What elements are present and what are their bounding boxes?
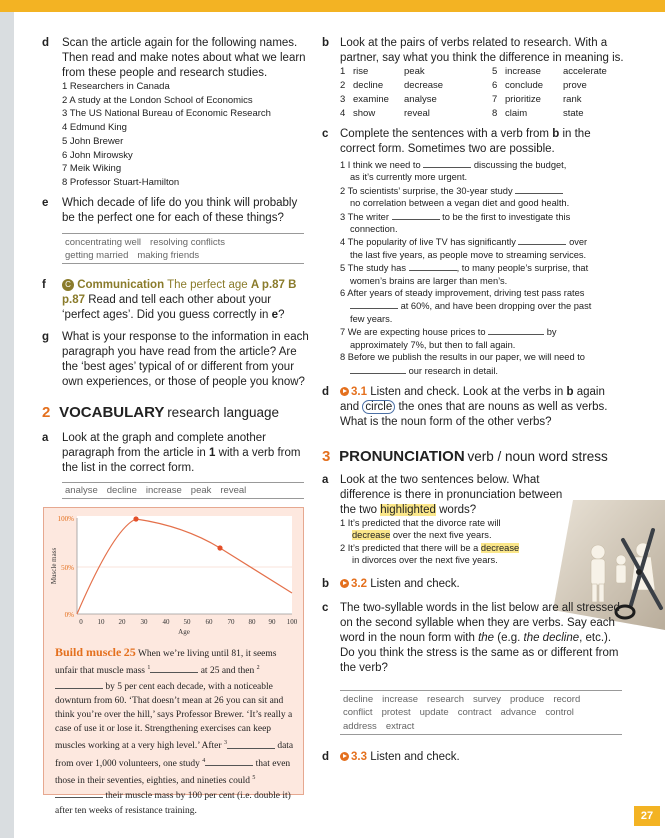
section-number: 3 xyxy=(322,448,331,465)
exercise-letter: a xyxy=(322,474,329,486)
exercise-c-instruction xyxy=(340,127,625,157)
exercise-f-instruction xyxy=(62,278,310,323)
verb: conclude xyxy=(505,80,544,91)
page-reference-link[interactable]: A p.87 B p.87 xyxy=(62,279,297,306)
word: increase xyxy=(382,694,419,705)
table-row xyxy=(340,93,607,107)
gap-blank xyxy=(518,235,566,245)
sentence-text: few years. xyxy=(350,313,393,324)
audio-track-number[interactable]: 3.2 xyxy=(351,578,367,590)
list-item: 4 Edmund King xyxy=(62,122,127,134)
section-number: 2 xyxy=(42,404,51,421)
gap-number: 4 xyxy=(202,757,206,764)
exercise-reference: b xyxy=(566,386,574,398)
decline-point xyxy=(217,545,222,550)
verb: decline xyxy=(353,80,384,91)
instruction-text: Read and tell each other about your ‘perfect ages’. Did you guess correctly in xyxy=(62,294,272,321)
sentence xyxy=(340,235,630,248)
instruction-text: with a verb from the list in the correct form. xyxy=(62,447,301,474)
article-text: that even those in their seventies, eighties, and nineties could xyxy=(55,758,291,787)
verb: analyse xyxy=(404,94,437,105)
peak-point xyxy=(133,516,138,521)
gap-blank xyxy=(488,325,544,335)
audio-play-icon[interactable] xyxy=(340,387,349,396)
sentence-text: connection. xyxy=(350,224,398,235)
verb: rise xyxy=(353,66,369,77)
sentence-text: as it’s currently more urgent. xyxy=(350,172,468,183)
exercise-letter: f xyxy=(42,279,46,291)
sentence-text: 5 The study has xyxy=(340,263,406,274)
pair-number: 2 xyxy=(340,80,346,91)
word: peak xyxy=(190,485,212,496)
instruction-text: Complete the sentences with a verb from xyxy=(340,128,550,140)
gap-blank xyxy=(409,261,457,271)
sentence-text: 1 I think we need to xyxy=(340,160,421,170)
names-list xyxy=(62,80,312,190)
svg-text:30: 30 xyxy=(140,618,148,626)
list-item: 7 Meik Wiking xyxy=(62,163,122,175)
article-excerpt-panel xyxy=(43,507,304,816)
exercise-reference: b xyxy=(552,128,560,140)
x-axis-label: Age xyxy=(178,628,190,636)
sentence xyxy=(340,210,630,223)
italic-text: the decline xyxy=(523,632,580,644)
verb: reveal xyxy=(404,108,430,119)
instruction-text: Listen and check. xyxy=(370,578,460,590)
word: record xyxy=(553,694,581,705)
sentence-text: our research in detail. xyxy=(408,365,498,376)
word: decline xyxy=(343,694,374,705)
x-tick-labels xyxy=(79,618,298,626)
sentence-text: 8 Before we publish the results in our paper, we will need to xyxy=(340,352,585,363)
muscle-mass-graph xyxy=(44,508,303,636)
sentence-text: by xyxy=(546,327,557,338)
word: analyse xyxy=(65,485,98,496)
table-row xyxy=(340,107,607,121)
word: control xyxy=(545,707,574,719)
section-subtitle: verb / noun word stress xyxy=(467,449,608,464)
gap-blank xyxy=(350,364,406,374)
sentence-text: at 60%, and have been dropping over the past xyxy=(400,301,592,312)
y-tick-label: 50% xyxy=(61,564,74,572)
instruction-text: , etc.). Do you think the stress is the same as or different from the verb? xyxy=(340,632,619,674)
exercise-c-instruction xyxy=(340,601,626,676)
section-heading xyxy=(322,448,608,465)
exercise-d-instruction: Scan the article again for the following names. Then read and make notes about what we learn from these people and research studies. xyxy=(62,37,306,79)
pair-number: 4 xyxy=(340,108,346,119)
article-text: When we’re living until 81, it seems unfair that muscle mass xyxy=(55,649,277,677)
gap-blank xyxy=(55,788,103,798)
audio-play-icon[interactable] xyxy=(340,579,349,588)
highlighted-text: decrease xyxy=(352,530,391,541)
sentence xyxy=(340,325,630,338)
list-item: 2 A study at the London School of Economics xyxy=(62,94,253,106)
y-tick-label: 0% xyxy=(64,611,74,619)
sentence-text: the last five years, as people move to streaming services. xyxy=(350,249,587,260)
sentence-text: discussing the budget, xyxy=(473,160,567,170)
sentence-text: 2 It’s predicted that there will be a xyxy=(340,542,479,553)
pair-number: 7 xyxy=(492,94,498,105)
instruction-text: again and xyxy=(340,386,605,413)
sentence-text: 7 We are expecting house prices to xyxy=(340,327,486,338)
word-box xyxy=(62,482,304,499)
pair-number: 8 xyxy=(492,108,498,119)
gap-blank xyxy=(423,158,471,168)
verb: peak xyxy=(404,66,425,77)
section-subtitle: research language xyxy=(167,405,280,420)
exercise-letter: c xyxy=(322,128,329,140)
instruction-text: Listen and check. xyxy=(370,751,460,763)
word: conflict xyxy=(343,707,373,719)
communication-title: The perfect age xyxy=(167,279,248,291)
instruction-text: Listen and check. Look at the verbs in xyxy=(370,386,564,398)
svg-text:50: 50 xyxy=(183,618,191,626)
gap-blank xyxy=(205,756,253,766)
svg-text:0: 0 xyxy=(79,618,83,626)
exercise-b-instruction: Look at the pairs of verbs related to research. With a partner, say what you think the difference in meaning is. xyxy=(340,37,624,64)
pair-number: 6 xyxy=(492,80,498,91)
gap-blank xyxy=(55,679,103,689)
verb: prove xyxy=(563,80,587,91)
verb: prioritize xyxy=(505,94,541,105)
word: protest xyxy=(381,707,411,719)
verb: increase xyxy=(505,66,541,77)
exercise-g-instruction: What is your response to the information in each paragraph you have read from the article? Are the ‘best ages’ typical of or different from your own experiences, or those of people you know? xyxy=(62,331,309,388)
word: contract xyxy=(457,707,492,719)
article-text: their muscle mass by 100 per cent (i.e. double it) after ten weeks of resistance training. xyxy=(55,791,291,816)
word: making friends xyxy=(137,250,200,261)
svg-text:60: 60 xyxy=(205,618,213,626)
exercise-d-instruction xyxy=(340,750,560,765)
word: getting married xyxy=(65,250,129,261)
gap-number: 2 xyxy=(256,665,260,672)
gap-number: 3 xyxy=(223,740,227,747)
list-item: 6 John Mirowsky xyxy=(62,149,133,161)
article-number: 25 xyxy=(123,645,136,659)
instruction-text: The two-syllable words in the list below are all stressed on the second syllable when they are verbs. Say each word in the noun form with xyxy=(340,602,620,644)
list-item: 8 Professor Stuart-Hamilton xyxy=(62,176,180,188)
circled-word: circle xyxy=(362,400,395,414)
sentence xyxy=(340,261,630,274)
section-heading xyxy=(42,404,279,421)
y-tick-label: 100% xyxy=(57,515,74,523)
exercise-letter: d xyxy=(322,386,330,398)
verb: claim xyxy=(505,108,528,119)
sentence-text: over the next five years. xyxy=(392,530,492,541)
gap-blank xyxy=(227,739,275,749)
exercise-b-instruction xyxy=(340,577,560,592)
communication-label: Communication xyxy=(77,279,165,291)
word: extract xyxy=(385,720,415,732)
exercise-letter: b xyxy=(322,37,330,49)
exercise-reference: 1 xyxy=(209,447,216,459)
word-box xyxy=(340,690,622,735)
exercise-letter: e xyxy=(42,197,49,209)
example-sentences xyxy=(340,517,566,566)
instruction-text: words? xyxy=(439,504,477,516)
gap-fill-sentences xyxy=(340,158,630,377)
audio-play-icon[interactable] xyxy=(340,752,349,761)
sentence-text: women’s brains are larger than men’s. xyxy=(350,275,508,286)
article-text: by 5 per cent each decade, with a noticeable downturn from 60. ‘That doesn’t mean at 26 you can sit and think you’re over the hill,’ says Professor Brewer. ‘It’s really a case of use it or lose it. Strengthening exercises can keep muscles working at a very high level.’ After xyxy=(55,681,293,752)
exercise-d-instruction xyxy=(340,385,625,430)
verb-pairs-table xyxy=(340,65,607,121)
left-margin-strip xyxy=(0,12,14,838)
sentence xyxy=(340,542,566,554)
sentence-text: to be the first to investigate this xyxy=(442,211,571,222)
svg-text:80: 80 xyxy=(248,618,256,626)
word: produce xyxy=(509,694,545,705)
verb: show xyxy=(353,108,376,119)
word: address xyxy=(343,720,377,732)
sentence xyxy=(340,364,630,377)
word: increase xyxy=(145,485,182,496)
pair-number: 1 xyxy=(340,66,346,77)
verb: accelerate xyxy=(563,66,607,77)
instruction-text: the ones that are nouns as well as verbs. What is the noun form of the other verbs? xyxy=(340,401,608,428)
sentence xyxy=(340,184,630,197)
verb: state xyxy=(563,108,584,119)
gap-blank xyxy=(350,299,398,309)
exercise-letter: d xyxy=(42,37,50,49)
sentence-text: over xyxy=(569,237,588,248)
svg-text:20: 20 xyxy=(118,618,126,626)
gap-number: 1 xyxy=(147,665,151,672)
instruction-text: in the correct form. Sometimes two are possible. xyxy=(340,128,591,155)
highlighted-text: decrease xyxy=(480,542,520,553)
word: survey xyxy=(473,694,501,705)
exercise-reference: e xyxy=(271,309,279,321)
list-item: 5 John Brewer xyxy=(62,135,124,147)
communication-icon: C xyxy=(62,279,74,291)
word: decline xyxy=(106,485,137,496)
italic-text: the xyxy=(478,632,495,644)
sentence-text: , to many people’s surprise, that xyxy=(456,263,589,274)
gap-blank xyxy=(150,663,198,673)
list-item: 3 The US National Bureau of Economic Research xyxy=(62,108,271,120)
sentence-text: 3 The writer xyxy=(340,211,389,222)
exercise-e-instruction: Which decade of life do you think will probably be the perfect one for each of these things? xyxy=(62,197,298,224)
sentence-text: 1 It’s predicted that the divorce rate will xyxy=(340,518,501,528)
exercise-letter: a xyxy=(42,432,49,444)
instruction-text: (e.g. xyxy=(497,632,521,644)
page-number: 27 xyxy=(634,806,660,826)
sentence-text: in divorces over the next five years. xyxy=(352,554,498,565)
y-axis-label: Muscle mass xyxy=(50,547,58,585)
table-row xyxy=(340,65,607,79)
exercise-letter: b xyxy=(322,578,330,590)
sentence-text: approximately 7%, but then to fall again. xyxy=(350,339,516,350)
audio-track-number[interactable]: 3.3 xyxy=(351,751,367,763)
punctuation: ? xyxy=(278,309,285,321)
top-banner xyxy=(0,0,665,12)
sentence-text: no correlation between a vegan diet and good health. xyxy=(350,198,570,209)
instruction-text: Look at the two sentences below. What difference is there in pronunciation between the two xyxy=(340,474,563,516)
svg-text:100: 100 xyxy=(286,618,298,626)
article-text: data from over 1,000 volunteers, one study xyxy=(55,741,294,769)
word-box xyxy=(62,233,304,264)
gap-blank xyxy=(392,210,440,220)
verb: decrease xyxy=(404,80,444,91)
word: reveal xyxy=(220,485,247,496)
svg-text:90: 90 xyxy=(268,618,276,626)
list-item: 1 Researchers in Canada xyxy=(62,81,170,92)
section-title: PRONUNCIATION xyxy=(339,448,465,465)
section-title: VOCABULARY xyxy=(59,404,165,421)
article-text: at 25 and then xyxy=(200,666,255,677)
sentence xyxy=(340,299,630,312)
instruction-text: Look at the graph and complete another paragraph from the article in xyxy=(62,432,266,459)
gap-blank xyxy=(515,184,563,194)
sentence-text: 2 To scientists’ surprise, the 30-year study xyxy=(340,185,513,196)
word: concentrating well xyxy=(65,237,142,248)
exercise-a-instruction xyxy=(340,473,566,518)
sentence xyxy=(340,158,630,171)
exercise-letter: d xyxy=(322,751,330,763)
sentence-text: 4 The popularity of live TV has significantly xyxy=(340,237,516,248)
svg-text:10: 10 xyxy=(97,618,105,626)
sentence-text: 6 After years of steady improvement, driving test pass rates xyxy=(340,288,585,299)
verb: rank xyxy=(563,94,582,105)
gap-number: 5 xyxy=(252,775,256,782)
exercise-a-instruction xyxy=(62,431,307,476)
sentence xyxy=(340,529,566,541)
svg-text:40: 40 xyxy=(162,618,170,626)
word: research xyxy=(427,694,464,705)
word: update xyxy=(419,707,449,719)
svg-text:70: 70 xyxy=(227,618,235,626)
article-heading: Build muscle xyxy=(55,645,122,659)
exercise-letter: g xyxy=(42,331,50,343)
pair-number: 5 xyxy=(492,66,498,77)
table-row xyxy=(340,79,607,93)
article-paragraph xyxy=(55,645,297,818)
verb: examine xyxy=(353,94,389,105)
highlighted-text: highlighted xyxy=(380,504,436,516)
pair-number: 3 xyxy=(340,94,346,105)
audio-track-number[interactable]: 3.1 xyxy=(351,386,367,398)
word: advance xyxy=(500,707,537,719)
word: resolving conflicts xyxy=(150,237,226,248)
exercise-letter: c xyxy=(322,602,329,614)
